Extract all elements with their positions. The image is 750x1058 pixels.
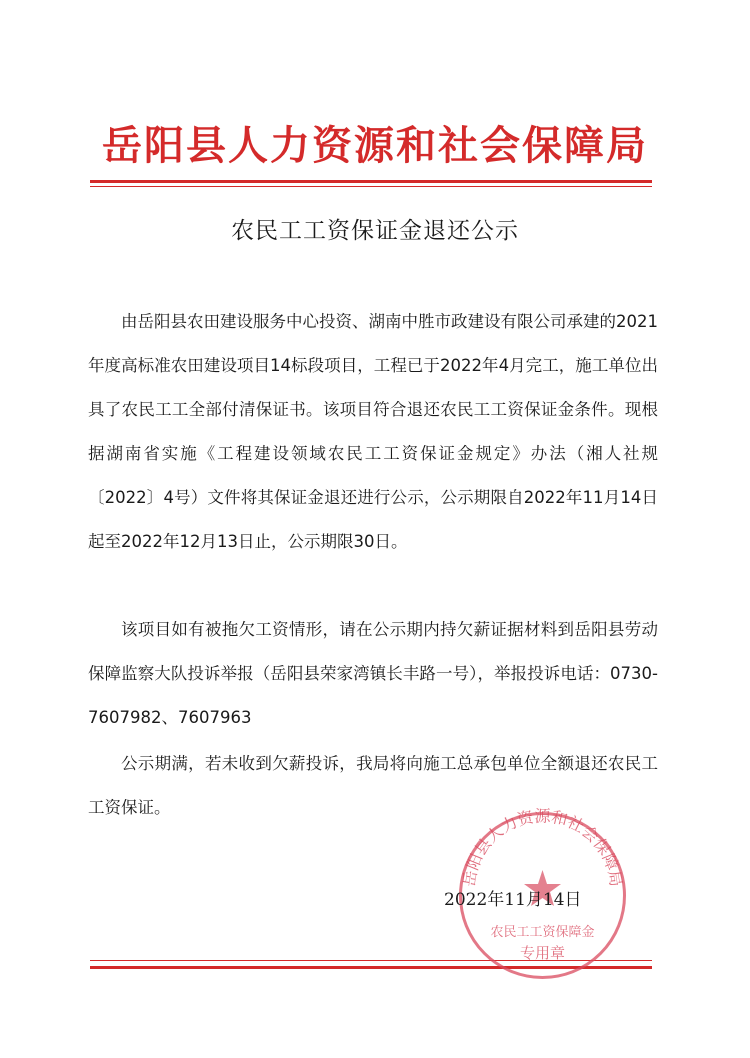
header-rule-thick [90, 180, 652, 183]
document-title: 农民工工资保证金退还公示 [231, 218, 519, 244]
document-date: 2022年11月14日 [444, 890, 582, 910]
header-rule-thin [90, 186, 652, 187]
paragraph-project: 由岳阳县农田建设服务中心投资、湖南中胜市政建设有限公司承建的2021年度高标准农田建设项目14标段项目，工程已于2022年4月完工，施工单位出具了农民工工全部付清保证书。该项目符合退还农民工工资保证金条件。现根据湖南省实施《工程建设领域农民工工资保证金规定》办法（湘人社规〔2022〕4号）文件将其保证金退还进行公示，公示期限自2022年11月14日起至2022年12月13日止，公示期限30日。 [88, 312, 658, 551]
svg-text:农民工工资保障金: 农民工工资保障金 [490, 925, 595, 940]
paragraph-refund: 公示期满，若未收到欠薪投诉，我局将向施工总承包单位全额退还农民工工资保证。 [88, 754, 658, 817]
org-title: 岳阳县人力资源和社会保障局 [102, 122, 648, 169]
svg-text:专用章: 专用章 [519, 944, 566, 962]
paragraph-complaint: 该项目如有被拖欠工资情形，请在公示期内持欠薪证据材料到岳阳县劳动保障监察大队投诉举报（岳阳县荣家湾镇长丰路一号），举报投诉电话：0730-7607982、7607963 [88, 620, 658, 727]
svg-text:岳阳县人力资源和社会保障局: 岳阳县人力资源和社会保障局 [459, 808, 626, 888]
